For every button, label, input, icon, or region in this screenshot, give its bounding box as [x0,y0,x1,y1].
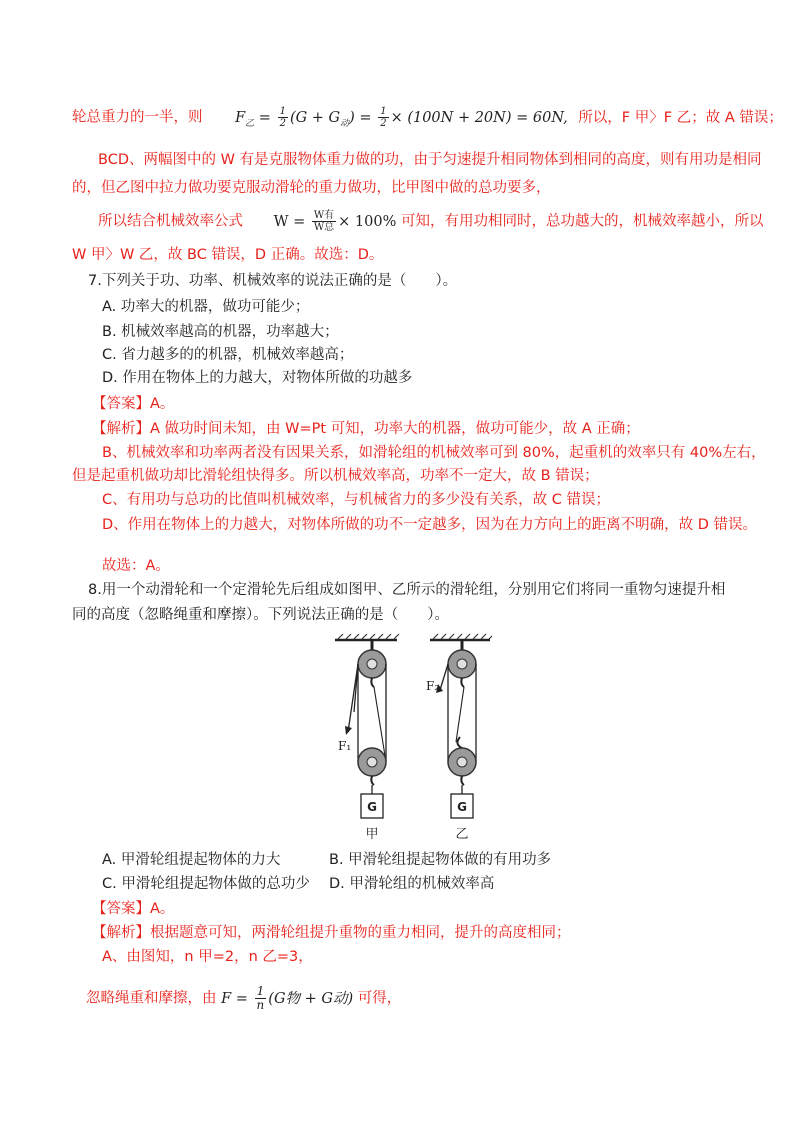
pulley-system-jia [338,641,386,842]
figure-label-yi: 乙 [455,827,469,842]
force-label-f2: F₂ [426,679,440,693]
q7-b-1: B、机械效率和功率两者没有因果关系，如滑轮组的机械效率可到 80%，起重机的效率只有 40%左右， [102,445,766,461]
solution-bcd-1: BCD、两幅图中的 W 有是克服物体重力做的功，由于匀速提升相同物体到相同的高度，则有用功是相同 [98,152,762,168]
force-formula: F = $\frac{1}{n}$ (G物 + G动) [221,984,354,1012]
q7-answer: 【答案】A。 [92,396,175,412]
q7-option-c: C. 省力越多的的机器，机械效率越高； [102,347,354,363]
q7-option-b: B. 机械效率越高的机器，功率越大； [102,324,339,340]
ceiling-right [430,634,492,640]
q8-a-line: A、由图知，n 甲=2，n 乙=3， [102,949,313,965]
figure-label-jia: 甲 [365,827,379,842]
fraction-half-2: $\frac{1}{2}$ [380,106,387,129]
q7-c: C、有用功与总功的比值叫机械效率，与机械省力的多少没有关系，故 C 错误； [102,492,610,508]
efficiency-formula: W = $\frac{\text{W有}}{\text{W总}}$ × 100% [273,210,397,233]
q7-option-d: D. 作用在物体上的力越大，对物体所做的功越多 [102,370,413,386]
load-label-right: G [457,800,467,814]
force-arrow-f2 [440,664,448,690]
fraction-half: $\frac{1}{2}$ [279,106,286,129]
q8-option-b: B. 甲滑轮组提起物体做的有用功多 [329,852,552,868]
q7-b-2: 但是起重机做功却比滑轮组快得多。所以机械效率高，功率不一定大，故 B 错误； [72,468,599,484]
q8-stem-2: 同的高度（忽略绳重和摩擦）。下列说法正确的是（ ）。 [72,607,449,623]
q8-formula-line: 忽略绳重和摩擦，由 F = $\frac{1}{n}$ (G物 + G动) 可得， [86,984,402,1012]
formula-f-yi: $F_乙$ = $\frac{1}{2}$ $(G + G_动)$ = $\frac{1}{2}$ × (100N + 20N) = 60N, [235,106,568,129]
load-label-left: G [367,800,377,814]
solution-bcd-2: 的，但乙图中拉力做功要克服动滑轮的重力做功，比甲图中做的总功要多， [72,180,551,196]
solution-conclusion: W 甲〉W 乙，故 BC 错误，D 正确。故选：D。 [72,247,384,263]
fraction-one-over-n: $\frac{1}{n}$ [256,984,265,1012]
q7-d: D、作用在物体上的力越大，对物体所做的功不一定越多，因为在力方向上的距离不明确，故 D 错误。 [102,517,758,533]
force-label-f1: F₁ [338,739,352,753]
solution-line-1-text: 轮总重力的一半，则 [72,109,203,126]
q8-stem-1: 8.用一个动滑轮和一个定滑轮先后组成如图甲、乙所示的滑轮组，分别用它们将同一重物匀速提升相 [88,582,726,598]
q7-choose: 故选：A。 [102,558,170,574]
q7-stem: 7.下列关于功、功率、机械效率的说法正确的是（ ）。 [88,273,458,289]
q7-analysis: 【解析】A 做功时间未知，由 W=Pt 可知，功率大的机器，做功可能少，故 A 正确； [92,421,640,437]
efficiency-line: 所以结合机械效率公式 W = $\frac{\text{W有}}{\text{W总}}$ × 100% 可知，有用功相同时，总功越大的，机械效率越小，所以 [98,210,764,233]
solution-line-1 [72,106,783,133]
q8-option-d: D. 甲滑轮组的机械效率高 [329,876,495,892]
q8-option-c: C. 甲滑轮组提起物体做的总功少 [102,876,310,892]
q8-answer: 【答案】A。 [92,901,175,917]
fraction-w-ratio: $\frac{\text{W有}}{\text{W总}}$ [313,210,335,233]
force-arrow-f1 [348,664,358,732]
ceiling-left [335,634,399,640]
solution-line-1-after: 所以，F 甲〉F 乙；故 A 错误； [578,109,783,126]
q8-option-a: A. 甲滑轮组提起物体的力大 [102,852,281,868]
q7-option-a: A. 功率大的机器，做功可能少； [102,299,310,315]
pulley-figure [330,632,500,847]
q8-analysis: 【解析】根据题意可知，两滑轮组提升重物的重力相同，提升的高度相同； [92,925,571,941]
pulley-system-yi [426,641,476,842]
